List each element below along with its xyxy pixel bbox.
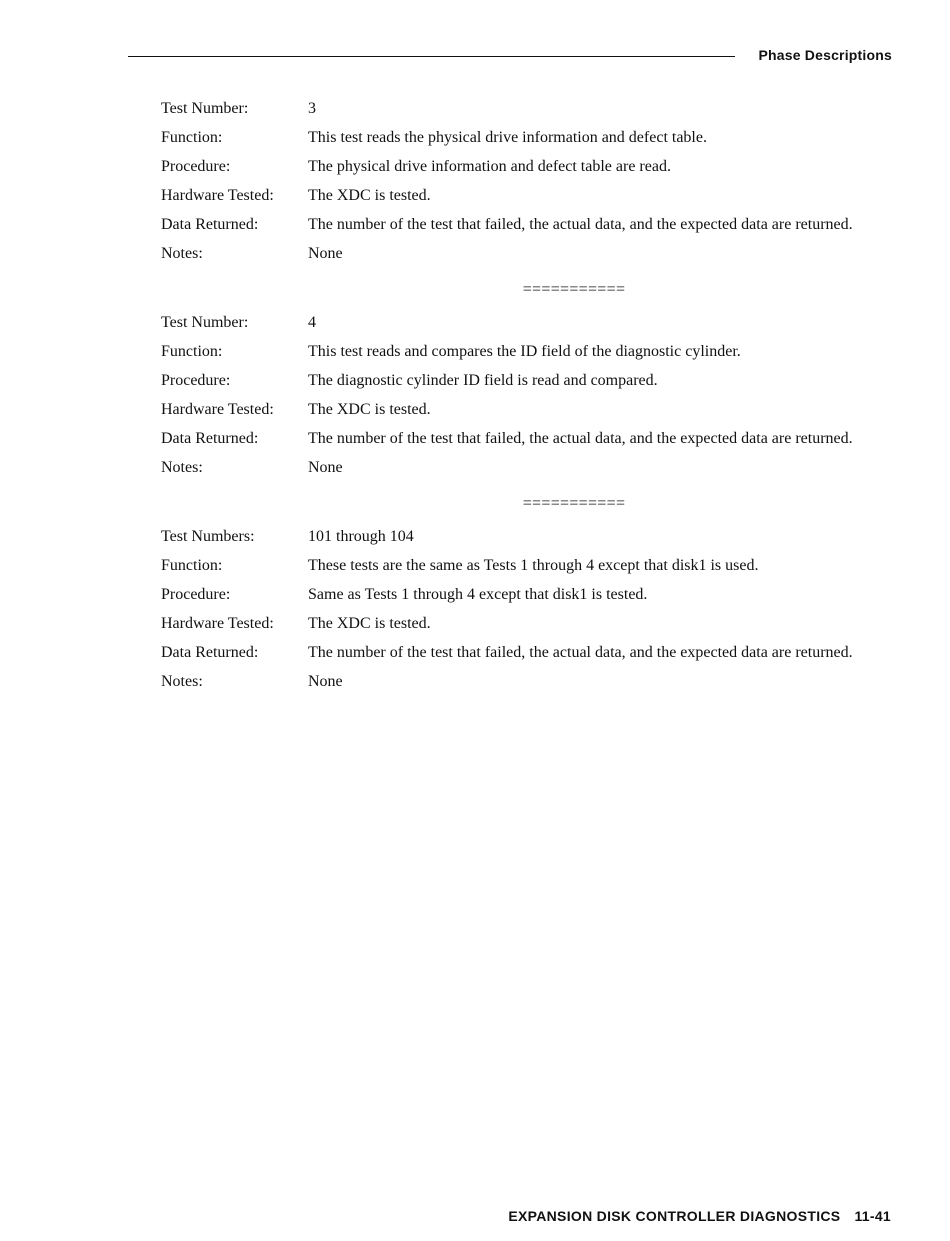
field-value: These tests are the same as Tests 1 through 4 except that disk1 is used. bbox=[308, 557, 759, 574]
field-row bbox=[161, 342, 876, 361]
field-row bbox=[161, 527, 876, 546]
field-label: Procedure: bbox=[161, 586, 231, 603]
header-rule bbox=[128, 56, 735, 57]
field-label: Hardware Tested: bbox=[161, 615, 274, 632]
field-label: Data Returned: bbox=[161, 430, 259, 447]
field-value: Same as Tests 1 through 4 except that disk1 is tested. bbox=[308, 586, 648, 603]
field-value: The number of the test that failed, the actual data, and the expected data are returned. bbox=[308, 216, 853, 233]
field-value: The XDC is tested. bbox=[308, 401, 431, 418]
field-row bbox=[161, 99, 876, 118]
field-label: Notes: bbox=[161, 459, 203, 476]
footer-title: EXPANSION DISK CONTROLLER DIAGNOSTICS bbox=[508, 1208, 841, 1224]
field-value: None bbox=[308, 245, 343, 262]
field-value: The number of the test that failed, the actual data, and the expected data are returned. bbox=[308, 430, 853, 447]
test-section-101-104 bbox=[161, 527, 876, 691]
field-label: Test Number: bbox=[161, 100, 249, 117]
field-label: Data Returned: bbox=[161, 216, 259, 233]
field-row bbox=[161, 186, 876, 205]
field-label: Function: bbox=[161, 343, 223, 360]
field-label: Data Returned: bbox=[161, 644, 259, 661]
field-label: Procedure: bbox=[161, 158, 231, 175]
header-title: Phase Descriptions bbox=[758, 47, 892, 63]
field-row bbox=[161, 614, 876, 633]
field-value: This test reads and compares the ID field of the diagnostic cylinder. bbox=[308, 343, 741, 360]
field-row bbox=[161, 672, 876, 691]
field-label: Notes: bbox=[161, 245, 203, 262]
test-section-4 bbox=[161, 313, 876, 477]
field-row bbox=[161, 429, 876, 448]
field-value: The number of the test that failed, the actual data, and the expected data are returned. bbox=[308, 644, 853, 661]
field-value: None bbox=[308, 673, 343, 690]
field-row bbox=[161, 244, 876, 263]
field-row bbox=[161, 215, 876, 234]
field-value: 101 through 104 bbox=[308, 528, 414, 545]
field-label: Function: bbox=[161, 557, 223, 574]
field-label: Notes: bbox=[161, 673, 203, 690]
field-label: Test Numbers: bbox=[161, 528, 255, 545]
field-row bbox=[161, 128, 876, 147]
section-separator: =========== bbox=[522, 281, 626, 298]
document-body bbox=[161, 99, 876, 701]
page-footer bbox=[508, 1208, 891, 1224]
field-row bbox=[161, 157, 876, 176]
field-value: None bbox=[308, 459, 343, 476]
field-row bbox=[161, 313, 876, 332]
field-label: Hardware Tested: bbox=[161, 187, 274, 204]
page-number: 11-41 bbox=[854, 1208, 891, 1224]
field-label: Function: bbox=[161, 129, 223, 146]
field-value: 3 bbox=[308, 100, 316, 117]
field-value: This test reads the physical drive information and defect table. bbox=[308, 129, 707, 146]
field-value: The diagnostic cylinder ID field is read and compared. bbox=[308, 372, 658, 389]
field-label: Test Number: bbox=[161, 314, 249, 331]
field-row bbox=[161, 643, 876, 662]
field-row bbox=[161, 556, 876, 575]
page-header bbox=[128, 45, 892, 69]
field-row bbox=[161, 585, 876, 604]
field-label: Hardware Tested: bbox=[161, 401, 274, 418]
field-value: The physical drive information and defect table are read. bbox=[308, 158, 671, 175]
field-row bbox=[161, 400, 876, 419]
test-section-3 bbox=[161, 99, 876, 263]
field-label: Procedure: bbox=[161, 372, 231, 389]
field-row bbox=[161, 371, 876, 390]
field-value: The XDC is tested. bbox=[308, 187, 431, 204]
field-value: 4 bbox=[308, 314, 316, 331]
field-value: The XDC is tested. bbox=[308, 615, 431, 632]
section-separator: =========== bbox=[522, 495, 626, 512]
field-row bbox=[161, 458, 876, 477]
